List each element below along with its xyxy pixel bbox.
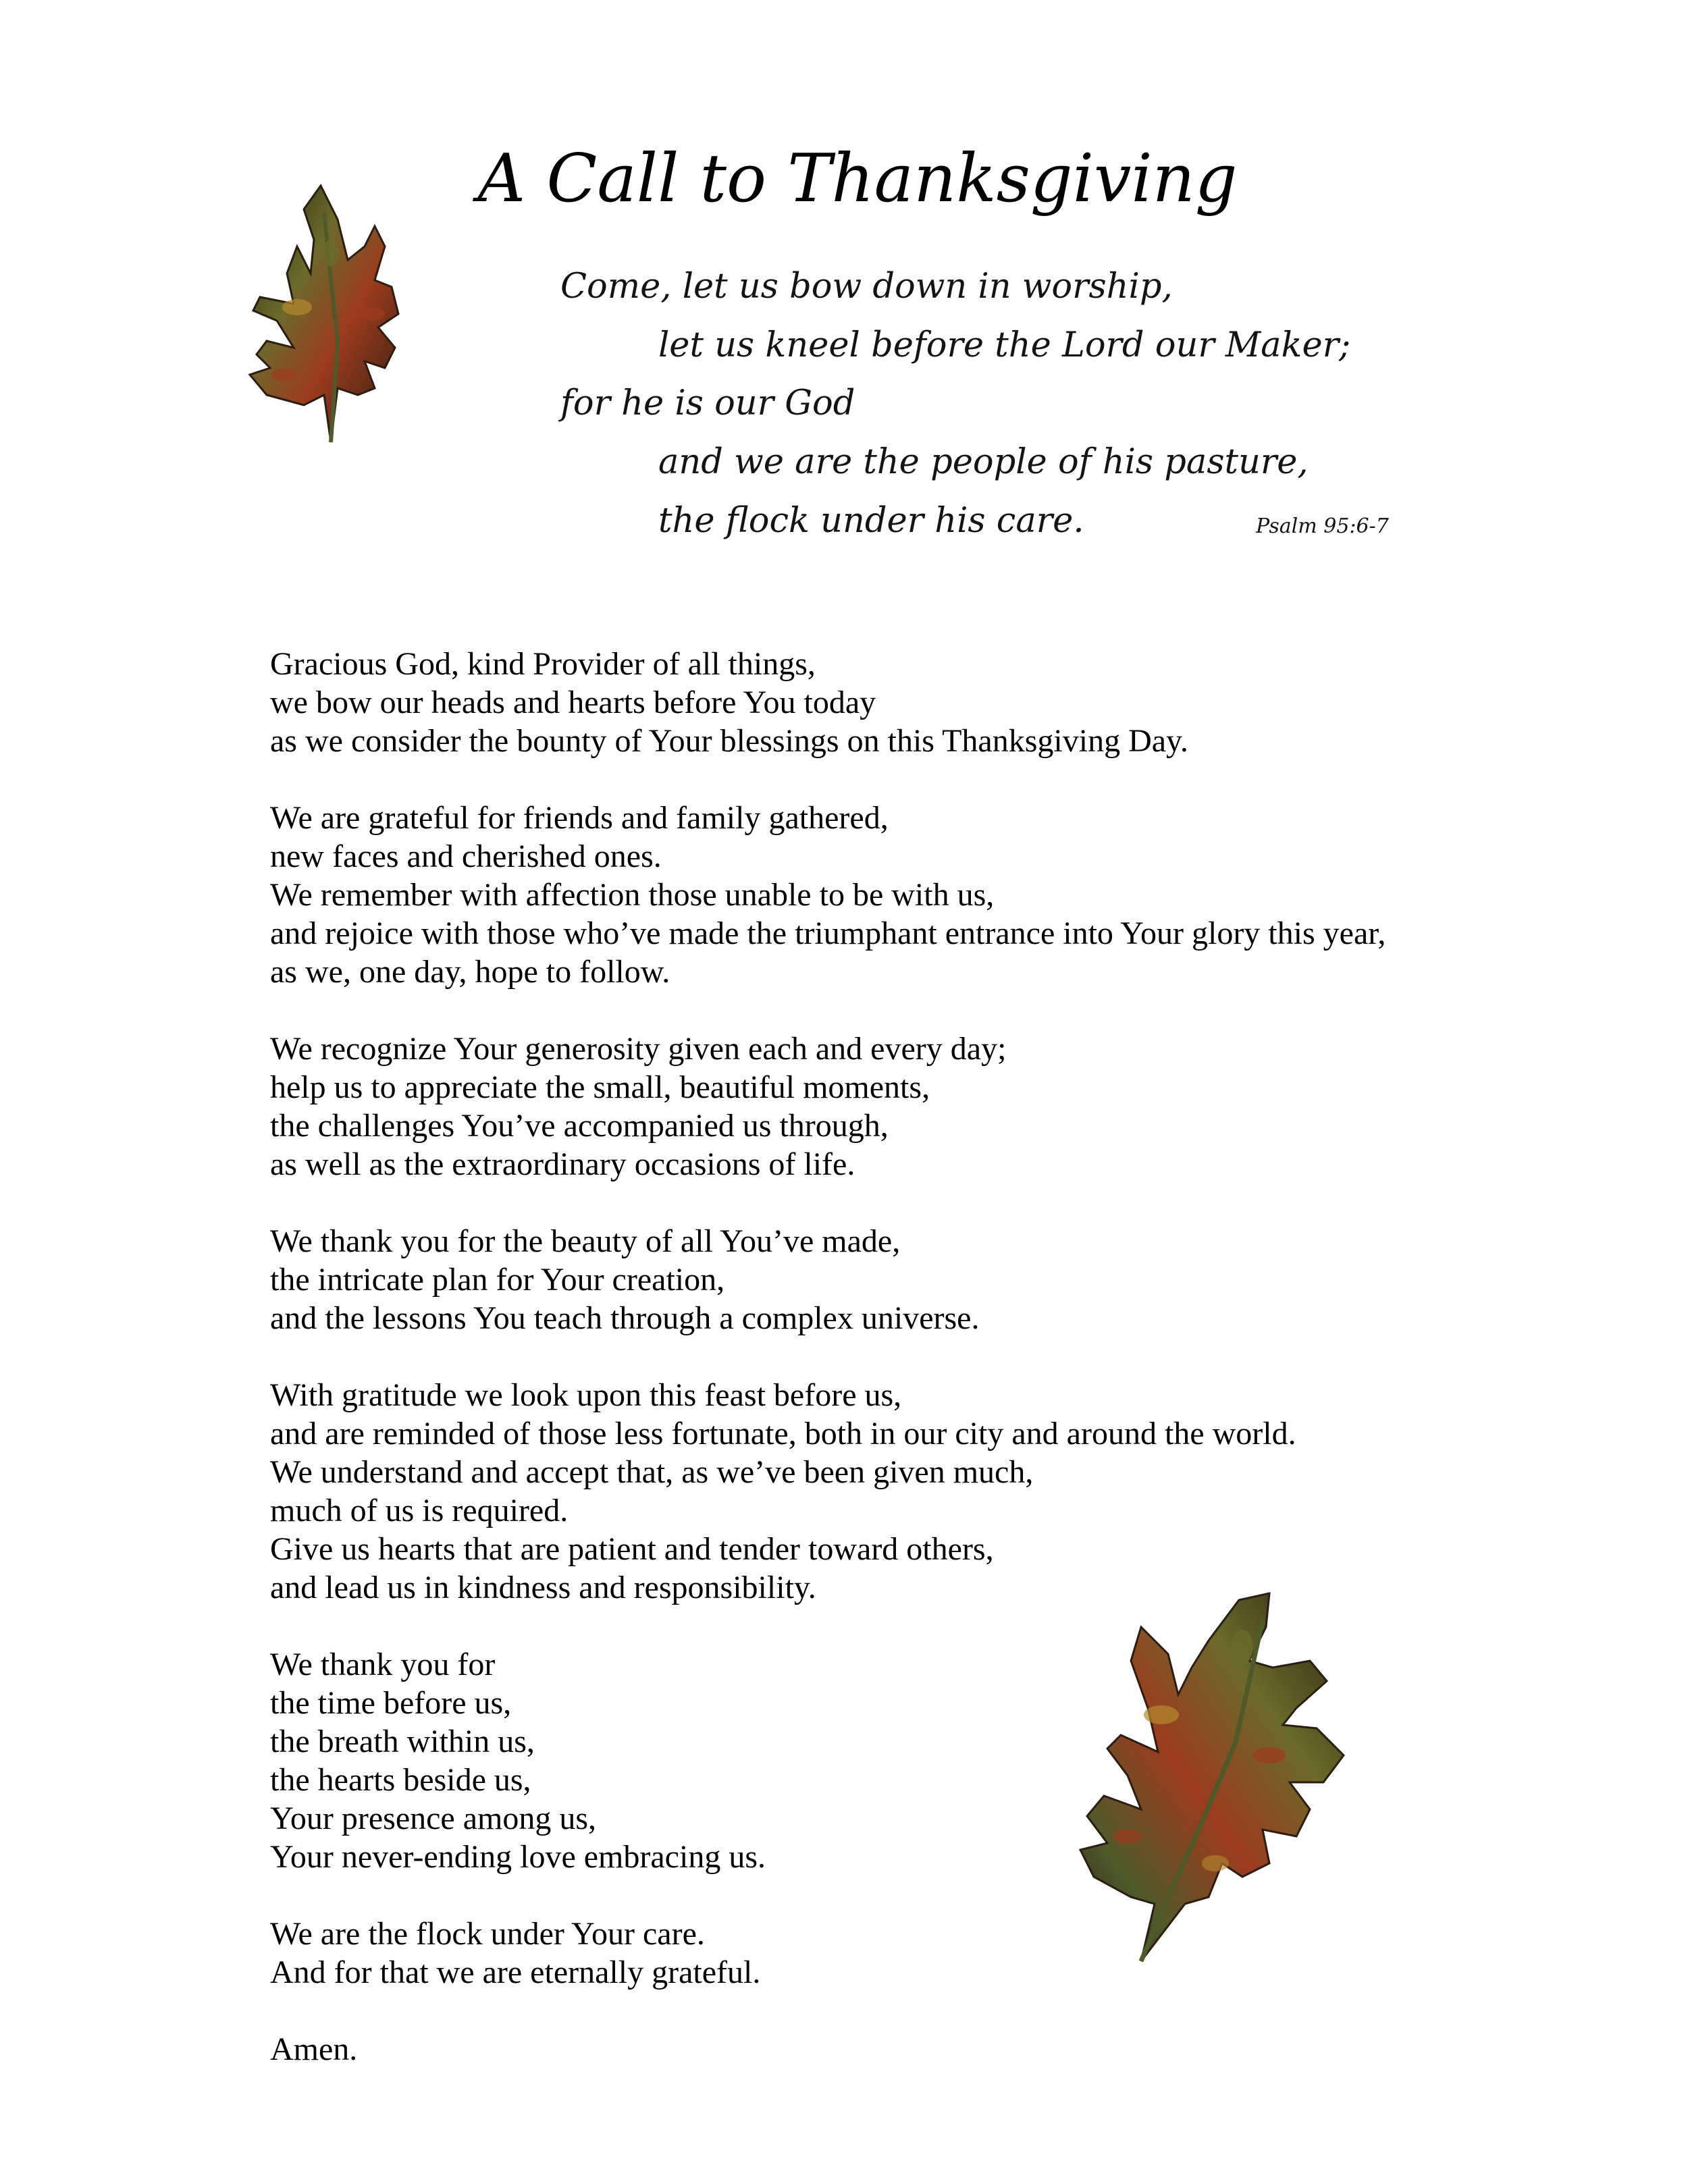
verse-reference: Psalm 95:6-7 (1256, 514, 1389, 538)
prayer-line: the time before us, (270, 1685, 512, 1721)
prayer-line: as we consider the bounty of Your blessings on this Thanksgiving Day. (270, 723, 1188, 759)
verse-line: let us kneel before the Lord our Maker; (658, 325, 1351, 365)
prayer-line: we bow our heads and hearts before You today (270, 685, 876, 720)
prayer-line: Your never-ending love embracing us. (270, 1839, 766, 1875)
verse-line: Come, let us bow down in worship, (560, 267, 1173, 307)
prayer-stanza (270, 799, 1620, 991)
prayer-line: We are the flock under Your care. (270, 1916, 705, 1952)
prayer-line: Your presence among us, (270, 1801, 597, 1836)
prayer-line: as well as the extraordinary occasions of life. (270, 1146, 855, 1182)
prayer-line: and rejoice with those who’ve made the triumphant entrance into Your glory this year, (270, 915, 1386, 951)
prayer-stanza (270, 1915, 1620, 1992)
verse-line: the flock under his care. (658, 501, 1084, 541)
verse-line: and we are the people of his pasture, (658, 442, 1309, 482)
prayer-line: Give us hearts that are patient and tender toward others, (270, 1531, 994, 1567)
prayer-line: and lead us in kindness and responsibility. (270, 1570, 816, 1605)
prayer-line: new faces and cherished ones. (270, 838, 662, 874)
prayer-line: We recognize Your generosity given each and every day; (270, 1031, 1007, 1067)
prayer-stanza (270, 645, 1620, 760)
prayer-body (270, 645, 1620, 2107)
prayer-stanza (270, 1376, 1620, 1607)
prayer-line: as we, one day, hope to follow. (270, 954, 670, 990)
prayer-line: We understand and accept that, as we’ve been given much, (270, 1454, 1034, 1490)
prayer-line: the breath within us, (270, 1724, 535, 1759)
prayer-line: the hearts beside us, (270, 1762, 531, 1798)
prayer-stanza (270, 2030, 1620, 2069)
prayer-line: and the lessons You teach through a complex universe. (270, 1300, 980, 1336)
prayer-line: We thank you for (270, 1647, 496, 1682)
oak-leaf-bottom-icon (1067, 1580, 1377, 1971)
prayer-closing: Amen. (270, 2031, 358, 2067)
prayer-line: Gracious God, kind Provider of all things, (270, 646, 816, 682)
prayer-stanza (270, 1645, 1620, 1876)
page-title: A Call to Thanksgiving (477, 140, 1238, 217)
prayer-line: the intricate plan for Your creation, (270, 1262, 725, 1298)
prayer-line: help us to appreciate the small, beautiful moments, (270, 1069, 930, 1105)
prayer-line: much of us is required. (270, 1493, 569, 1528)
verse-line: for he is our God (560, 383, 855, 423)
prayer-stanza (270, 1030, 1620, 1183)
scripture-verse (0, 0, 1688, 608)
prayer-line: We remember with affection those unable to be with us, (270, 877, 995, 913)
prayer-line: We are grateful for friends and family gathered, (270, 800, 889, 836)
prayer-line: the challenges You’ve accompanied us through, (270, 1108, 889, 1144)
prayer-stanza (270, 1222, 1620, 1337)
prayer-line: and are reminded of those less fortunate, both in our city and around the world. (270, 1416, 1296, 1451)
prayer-line: With gratitude we look upon this feast before us, (270, 1377, 902, 1413)
prayer-line: And for that we are eternally grateful. (270, 1954, 761, 1990)
prayer-line: We thank you for the beauty of all You’ve made, (270, 1223, 901, 1259)
